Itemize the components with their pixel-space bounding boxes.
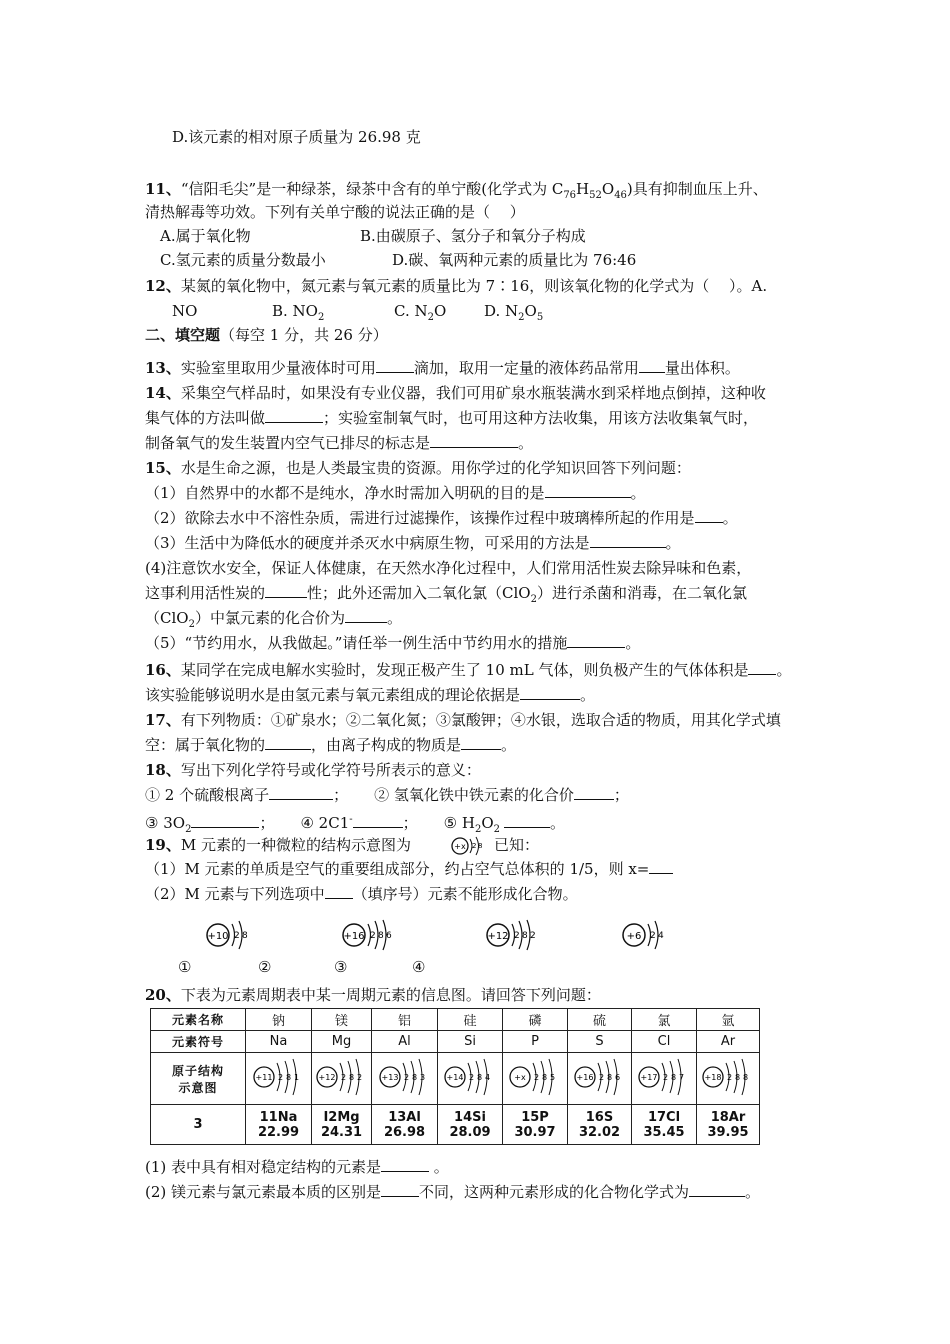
text: 。 <box>625 634 641 652</box>
shell-count: 8 <box>606 1072 612 1082</box>
shell-count: 8 <box>285 1072 291 1082</box>
text: （2）欲除去水中不溶性杂质，需进行过滤操作，该操作过程中玻璃棒所起的作用是 <box>145 509 695 527</box>
q18-number: 18、 <box>145 761 181 779</box>
q12-option-a: NO <box>172 302 198 320</box>
answer-blank[interactable] <box>353 813 403 828</box>
subscript: 2 <box>518 312 525 323</box>
atom-structure-cell <box>438 1053 503 1105</box>
nucleus-label: +6 <box>626 931 642 942</box>
element-info <box>312 1105 372 1145</box>
formula-o: O <box>601 180 615 198</box>
q12-stem-text: 某氮的氧化物中，氮元素与氧元素的质量比为 7∶16，则该氧化物的化学式为（ ）。A. <box>180 277 768 295</box>
text: 。 <box>550 814 566 832</box>
q10-option-d: D.该元素的相对原子质量为 26.98 克 <box>172 128 421 146</box>
shell-count: 8 <box>671 1072 677 1082</box>
atom-structure-diagram <box>506 1055 564 1099</box>
text: ② 氢氧化铁中铁元素的化合价 <box>374 786 574 804</box>
text: B. NO <box>272 302 318 320</box>
atom-structure-diagram <box>376 1055 434 1099</box>
header-cell: 元素名称 <box>151 1009 246 1031</box>
shell-count: 6 <box>614 1072 620 1082</box>
answer-blank[interactable] <box>265 408 323 423</box>
atomic-number-symbol: 11Na <box>259 1109 298 1125</box>
text: ； <box>402 814 418 832</box>
atomic-number-symbol: 14Si <box>454 1109 486 1125</box>
text: 不同，这两种元素形成的化合物化学式为 <box>419 1183 690 1201</box>
shell-count: 4 <box>658 931 664 941</box>
element-info <box>632 1105 697 1145</box>
atom-structure-diagram <box>441 1055 499 1099</box>
nucleus-label: +18 <box>704 1072 722 1082</box>
element-name: 钠 <box>246 1009 312 1031</box>
q19-option-3-diagram <box>484 918 554 952</box>
text: 空：属于氧化物的 <box>145 736 266 754</box>
shell-count: 2 <box>356 1072 362 1082</box>
subscript: 5 <box>536 312 544 323</box>
nucleus-label: +12 <box>487 931 509 942</box>
shell-count: 2 <box>472 842 477 850</box>
element-name: 镁 <box>312 1009 372 1031</box>
atomic-mass: 26.98 <box>383 1124 426 1140</box>
element-info <box>372 1105 438 1145</box>
nucleus-label: +13 <box>381 1072 398 1082</box>
header-text: 示意图 <box>178 1080 218 1095</box>
text: C. N <box>394 302 428 320</box>
subscript: 2 <box>474 824 482 835</box>
atom-structure-diagram <box>250 1055 308 1099</box>
answer-blank[interactable] <box>639 358 665 373</box>
text: （5）“节约用水，从我做起。”请任举一例生活中节约用水的措施 <box>145 634 568 652</box>
answer-blank[interactable] <box>520 685 580 700</box>
atom-structure-cell <box>503 1053 568 1105</box>
q19-option-2-diagram <box>340 918 410 952</box>
subscript: 2 <box>427 312 434 323</box>
shell-count: 8 <box>411 1072 417 1082</box>
q18-items-row1 <box>145 784 629 806</box>
q20-part1 <box>145 1156 449 1178</box>
nucleus-label: +16 <box>343 931 365 942</box>
q19-part1 <box>145 858 673 880</box>
text: 水是生命之源，也是人类最宝贵的资源。用你学过的化学知识回答下列问题： <box>180 459 691 477</box>
answer-blank[interactable] <box>265 583 307 598</box>
shell-count: 2 <box>277 1072 283 1082</box>
answer-blank[interactable] <box>345 608 387 623</box>
element-name: 氩 <box>697 1009 760 1031</box>
section-title <box>145 324 388 346</box>
section-note: （每空 1 分，共 26 分） <box>220 326 388 344</box>
text: 。 <box>386 609 402 627</box>
shell-count: 8 <box>522 931 528 941</box>
text: (1) 表中具有相对稳定结构的元素是 <box>145 1158 382 1176</box>
text: 采集空气样品时，如果没有专业仪器，我们可用矿泉水瓶装满水到采样地点倒掉，这种收 <box>180 384 766 402</box>
q11-option-a: A.属于氧化物 <box>160 227 251 245</box>
shell-count: 7 <box>679 1072 685 1082</box>
shell-count: 1 <box>293 1072 299 1082</box>
text: 滴加，取用一定量的液体药品常用 <box>413 359 639 377</box>
answer-blank[interactable] <box>265 735 311 750</box>
answer-blank[interactable] <box>590 533 666 548</box>
q16-line1 <box>145 659 791 681</box>
shell-count: 2 <box>663 1072 669 1082</box>
subscript: 2 <box>188 619 195 630</box>
atomic-mass: 39.95 <box>707 1124 749 1140</box>
q19-number: 19、 <box>145 836 181 854</box>
q17-line2 <box>145 734 516 756</box>
q11-stem-text: “信阳毛尖”是一种绿茶，绿茶中含有的单宁酸(化学式为 C <box>180 180 564 198</box>
text: ； <box>613 786 629 804</box>
element-symbol: Mg <box>312 1031 372 1053</box>
q11-option-c: C.氢元素的质量分数最小 <box>160 251 326 269</box>
q14-line3 <box>145 432 533 454</box>
q15-stem <box>145 457 691 479</box>
q14-line1 <box>145 382 766 404</box>
shell-count: 8 <box>735 1072 741 1082</box>
atomic-mass: 30.97 <box>514 1124 556 1140</box>
q20-number: 20、 <box>145 986 181 1004</box>
q11-number: 11、 <box>145 180 181 198</box>
shell-count: 8 <box>348 1072 354 1082</box>
section-heading: 二、填空题 <box>145 326 221 344</box>
text: 。 <box>776 661 792 679</box>
text: 量出体积。 <box>664 359 740 377</box>
text: （1）M 元素的单质是空气的重要组成部分，约占空气总体积的 1/5，则 x= <box>145 860 650 878</box>
q12-number: 12、 <box>145 277 181 295</box>
shell-count: 3 <box>419 1072 425 1082</box>
nucleus-label: +17 <box>640 1072 658 1082</box>
text: ； <box>259 814 275 832</box>
q15-part5 <box>145 632 640 654</box>
atom-structure-diagram <box>313 1055 371 1099</box>
subscript: 2 <box>493 824 500 835</box>
text: 某同学在完成电解水实验时，发现正极产生了 10 mL 气体，则负极产生的气体体积是 <box>180 661 749 679</box>
answer-blank[interactable] <box>430 433 518 448</box>
answer-blank[interactable] <box>649 859 673 874</box>
q15-part4-line1: (4)注意饮水安全，保证人体健康，在天然水净化过程中，人们常用活性炭去除异味和色素， <box>145 559 752 577</box>
text: ； <box>333 786 349 804</box>
shell-count: 2 <box>534 1072 540 1082</box>
shell-count: 6 <box>386 931 392 941</box>
atomic-mass: 35.45 <box>643 1124 685 1140</box>
text: (2) 镁元素与氯元素最本质的区别是 <box>145 1183 382 1201</box>
text: 。 <box>429 1158 449 1176</box>
q13 <box>145 357 740 379</box>
superscript: - <box>349 814 353 825</box>
text: O <box>481 814 494 832</box>
shell-count: 2 <box>727 1072 733 1082</box>
shell-count: 2 <box>340 1072 346 1082</box>
element-symbol: Al <box>372 1031 438 1053</box>
answer-blank[interactable] <box>191 813 259 828</box>
element-name: 硅 <box>438 1009 503 1031</box>
table-row-numbers <box>151 1105 760 1145</box>
element-symbol: Ar <box>697 1031 760 1053</box>
q19-option-1-label: ① <box>178 958 192 976</box>
shell-count: 5 <box>550 1072 556 1082</box>
answer-blank[interactable] <box>567 633 625 648</box>
subscript: 76 <box>563 190 577 201</box>
shell-count: 8 <box>477 1072 483 1082</box>
nucleus-label: +x <box>514 1072 526 1082</box>
answer-blank[interactable] <box>748 660 776 675</box>
text: O <box>524 302 537 320</box>
table-row-symbols <box>151 1031 760 1053</box>
shell-count: 2 <box>598 1072 604 1082</box>
q19-option-2-label: ② <box>258 958 272 976</box>
element-info <box>438 1105 503 1145</box>
text: 该实验能够说明水是由氢元素与氧元素组成的理论依据是 <box>145 686 521 704</box>
nucleus-label: +x <box>454 842 466 851</box>
atom-structure-cell <box>246 1053 312 1105</box>
element-symbol: S <box>568 1031 632 1053</box>
q15-part2 <box>145 507 738 529</box>
q14-line2 <box>145 407 758 429</box>
text: ④ 2C1 <box>300 814 350 832</box>
atomic-number-symbol: 13Al <box>388 1109 421 1125</box>
formula-h: H <box>576 180 590 198</box>
shell-count: 4 <box>485 1072 491 1082</box>
text: （2）M 元素与下列选项中 <box>145 885 325 903</box>
element-name: 铝 <box>372 1009 438 1031</box>
text: ③ 3O <box>145 814 186 832</box>
element-name: 磷 <box>503 1009 568 1031</box>
q11-option-b: B.由碳原子、氢分子和氧分子构成 <box>360 227 586 245</box>
q11-option-d: D.碳、氧两种元素的质量比为 76:46 <box>392 251 637 269</box>
q13-number: 13、 <box>145 359 181 377</box>
element-info <box>503 1105 568 1145</box>
nucleus-label: +10 <box>207 931 229 942</box>
shell-count: 8 <box>743 1072 749 1082</box>
q19-option-1-diagram <box>204 918 264 952</box>
shell-count: 2 <box>370 931 376 941</box>
element-symbol: Na <box>246 1031 312 1053</box>
atom-structure-cell <box>312 1053 372 1105</box>
subscript: 2 <box>185 824 192 835</box>
q20-part2 <box>145 1181 760 1203</box>
element-name: 硫 <box>568 1009 632 1031</box>
shell-count: 8 <box>478 842 483 850</box>
q15-part3 <box>145 532 681 554</box>
subscript: 2 <box>530 594 537 605</box>
subscript: 2 <box>317 312 325 323</box>
q19-stem <box>145 834 411 856</box>
shell-count: 2 <box>234 931 240 941</box>
answer-blank[interactable] <box>269 785 333 800</box>
text: 性；此外还需加入二氧化氯（ClO <box>307 584 531 602</box>
text: 制备氧气的发生装置内空气已排尽的标志是 <box>145 434 431 452</box>
q12-option-c <box>394 300 446 329</box>
atomic-number-symbol: 17Cl <box>647 1109 681 1125</box>
atomic-mass: 22.99 <box>257 1124 300 1140</box>
answer-blank[interactable] <box>325 884 353 899</box>
q16-number: 16、 <box>145 661 181 679</box>
atom-structure-cell <box>632 1053 697 1105</box>
answer-blank[interactable] <box>461 735 501 750</box>
answer-blank[interactable] <box>381 1182 419 1197</box>
q12-option-d <box>484 300 543 329</box>
text: （填序号）元素不能形成化合物。 <box>352 885 578 903</box>
text: 。 <box>722 509 738 527</box>
header-text: 原子结构 <box>171 1063 224 1078</box>
atom-structure-diagram <box>699 1055 757 1099</box>
shell-count: 8 <box>542 1072 548 1082</box>
periodic-table-period-3 <box>150 1008 760 1145</box>
text: ，由离子构成的物质是 <box>311 736 462 754</box>
table-row-names <box>151 1009 760 1031</box>
q19-stem-tail: 已知： <box>494 836 540 854</box>
text: 集气体的方法叫做 <box>145 409 266 427</box>
shell-count: 2 <box>514 931 520 941</box>
answer-blank[interactable] <box>376 358 414 373</box>
header-cell: 元素符号 <box>151 1031 246 1053</box>
q16-line2 <box>145 684 595 706</box>
shell-count: 8 <box>378 931 384 941</box>
atomic-mass: 32.02 <box>578 1124 621 1140</box>
text: 。 <box>665 534 681 552</box>
text: 下表为元素周期表中某一周期元素的信息图。请回答下列问题： <box>180 986 601 1004</box>
atom-structure-cell <box>697 1053 760 1105</box>
atomic-number-symbol: 16S <box>585 1109 614 1125</box>
subscript: 46 <box>614 190 627 201</box>
text: M 元素的一种微粒的结构示意图为 <box>180 836 412 854</box>
nucleus-label: +16 <box>576 1072 593 1082</box>
text: ；实验室制氧气时，也可用这种方法收集，用该方法收集氧气时， <box>323 409 759 427</box>
subscript: 52 <box>589 190 602 201</box>
atom-structure-cell <box>568 1053 632 1105</box>
text: ）中氯元素的化合价为 <box>194 609 345 627</box>
text: 。 <box>580 686 596 704</box>
element-name: 氯 <box>632 1009 697 1031</box>
answer-blank[interactable] <box>545 483 631 498</box>
atomic-mass: 28.09 <box>449 1124 491 1140</box>
q19-part2 <box>145 883 578 905</box>
text: D. N <box>484 302 519 320</box>
answer-blank[interactable] <box>381 1157 429 1172</box>
atom-structure-diagram <box>571 1055 629 1099</box>
text: 。 <box>630 484 646 502</box>
text: 。 <box>501 736 517 754</box>
text: 有下列物质：①矿泉水；②二氧化氮；③氯酸钾；④水银，选取合适的物质，用其化学式填 <box>180 711 781 729</box>
text: 。 <box>745 1183 761 1201</box>
text: 。 <box>518 434 534 452</box>
nucleus-label: +14 <box>446 1072 464 1082</box>
answer-blank[interactable] <box>695 508 723 523</box>
text: （3）生活中为降低水的硬度并杀灭水中病原生物，可采用的方法是 <box>145 534 590 552</box>
text: ① 2 个硫酸根离子 <box>145 786 270 804</box>
text: 写出下列化学符号或化学符号所表示的意义： <box>180 761 481 779</box>
shell-count: 2 <box>469 1072 475 1082</box>
nucleus-label: +12 <box>318 1072 335 1082</box>
atomic-number-symbol: I2Mg <box>323 1109 360 1125</box>
table-row-structures <box>151 1053 760 1105</box>
q19-option-3-label: ③ <box>334 958 348 976</box>
q19-option-4-diagram <box>620 918 680 952</box>
q20-stem <box>145 984 601 1006</box>
q15-part1 <box>145 482 646 504</box>
answer-blank[interactable] <box>574 785 614 800</box>
atom-structure-cell <box>372 1053 438 1105</box>
q19-atom-diagram <box>450 834 488 858</box>
q11-stem-text: )具有抑制血压上升、 <box>626 180 768 198</box>
text: ⑤ H <box>443 814 475 832</box>
q17-number: 17、 <box>145 711 181 729</box>
atomic-number-symbol: 15P <box>521 1109 549 1125</box>
answer-blank[interactable] <box>504 813 550 828</box>
shell-count: 2 <box>530 931 536 941</box>
q18-stem <box>145 759 481 781</box>
text: 这事利用活性炭的 <box>145 584 266 602</box>
q15-number: 15、 <box>145 459 181 477</box>
text: O <box>433 302 447 320</box>
answer-blank[interactable] <box>689 1182 745 1197</box>
q14-number: 14、 <box>145 384 181 402</box>
element-symbol: Cl <box>632 1031 697 1053</box>
text: 实验室里取用少量液体时可用 <box>180 359 376 377</box>
text: ）进行杀菌和消毒，在二氧化氯 <box>536 584 747 602</box>
nucleus-label: +11 <box>255 1072 272 1082</box>
shell-count: 8 <box>242 931 248 941</box>
element-info <box>697 1105 760 1145</box>
q11-stem-line2: 清热解毒等功效。下列有关单宁酸的说法正确的是（ ） <box>145 203 525 221</box>
atomic-mass: 24.31 <box>320 1124 363 1140</box>
shell-count: 2 <box>403 1072 409 1082</box>
header-cell <box>151 1053 246 1105</box>
element-symbol: P <box>503 1031 568 1053</box>
atom-structure-diagram <box>635 1055 693 1099</box>
q19-option-4-label: ④ <box>412 958 426 976</box>
atomic-number-symbol: 18Ar <box>710 1109 746 1125</box>
text: （ClO <box>145 609 189 627</box>
element-info <box>246 1105 312 1145</box>
q12-stem <box>145 275 767 297</box>
element-info <box>568 1105 632 1145</box>
period-number: 3 <box>151 1105 246 1145</box>
text: （1）自然界中的水都不是纯水，净水时需加入明矾的目的是 <box>145 484 545 502</box>
q17-line1 <box>145 709 781 731</box>
element-symbol: Si <box>438 1031 503 1053</box>
shell-count: 2 <box>650 931 656 941</box>
